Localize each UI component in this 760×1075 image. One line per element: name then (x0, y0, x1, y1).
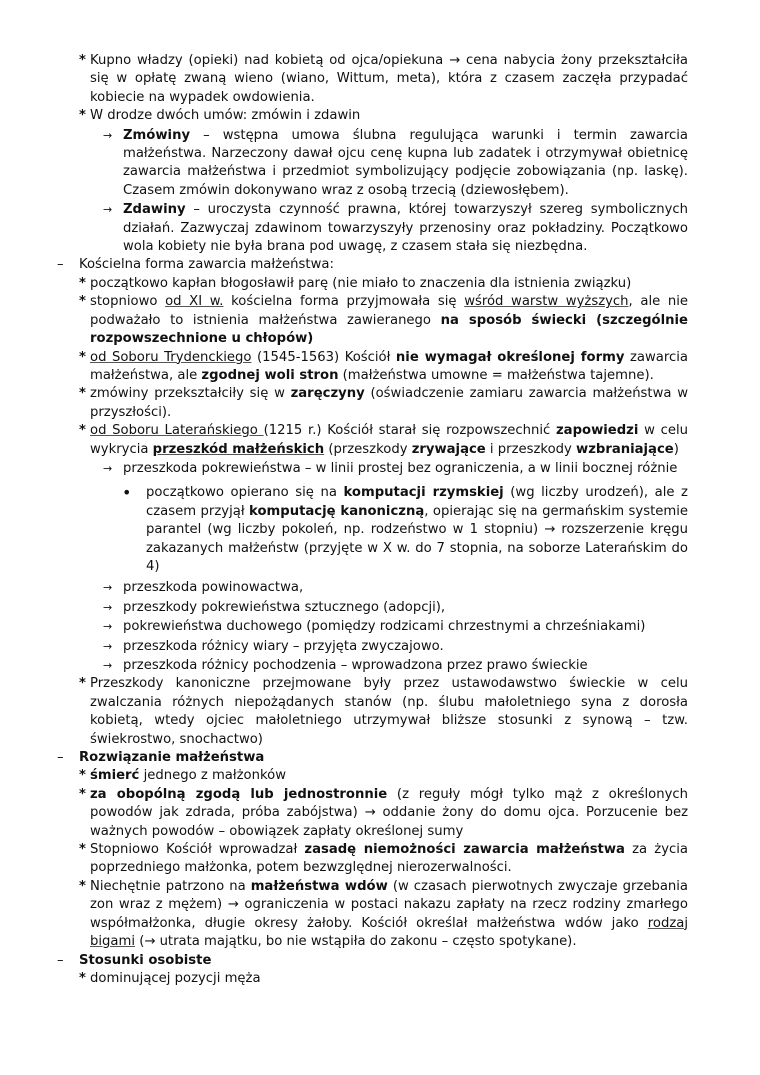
list-item (103, 127, 688, 201)
text: Kościelna forma zawarcia małżeństwa: (79, 257, 334, 273)
text: za życia poprzedniego małżonka, potem bezwzględnej nierozerwalności. (90, 842, 688, 876)
text: (→ utrata majątku, bo nie wstąpiła do zakonu – często spotykane). (135, 934, 577, 950)
text: ) (673, 441, 679, 457)
text: przeszkoda pokrewieństwa – w linii prostej bez ograniczenia, a w linii bocznej różnie (123, 460, 678, 476)
text: Stopniowo Kościół wprowadzał (90, 842, 305, 858)
list-item (79, 107, 688, 125)
bold-text: zapowiedzi (556, 423, 639, 439)
bold-text: komputacji rzymskiej (343, 485, 504, 501)
text: pokrewieństwa duchowego (pomiędzy rodzicami chrzestnymi a chrześniakami) (123, 619, 646, 635)
text: zmówiny przekształciły się w (90, 386, 291, 402)
dash-bullet-icon: – (57, 952, 64, 968)
list-item (103, 201, 688, 256)
text: początkowo opierano się na (146, 485, 344, 501)
list-item (79, 786, 688, 841)
section-item (57, 256, 688, 274)
bold-text: za obopólną zgodą lub jednostronnie (90, 786, 388, 802)
list-item (79, 52, 688, 107)
dash-bullet-icon: – (57, 257, 64, 273)
text: Przeszkody kanoniczne przejmowane były przez ustawodawstwo świeckie w celu zwalczania różnych niepożądanych stanów (np. ślubu małoletniego syna z dorosła kobietą, wtedy ojciec małoletniego utrzymywał bliższe stosunki z synową – tzw. świekrostwo, snochactwo) (90, 676, 688, 747)
asterisk-bullet-icon: * (79, 842, 86, 858)
list-item (79, 970, 688, 988)
list-item (79, 767, 688, 785)
list-item (79, 275, 688, 293)
asterisk-bullet-icon: * (79, 53, 86, 68)
asterisk-bullet-icon: * (79, 423, 86, 439)
asterisk-bullet-icon: * (79, 275, 86, 291)
bold-text: małżeństwa wdów (250, 878, 388, 894)
text: (oświadczenie zamiaru zawarcia małżeństwa w przyszłości). (90, 386, 688, 420)
arrow-bullet-icon: → (103, 581, 113, 595)
underlined-text: od XI w. (165, 294, 224, 310)
dash-bullet-icon: – (57, 750, 64, 766)
text: przeszkoda różnicy pochodzenia – wprowadzona przez prawo świeckie (123, 658, 588, 673)
text: w celu wykrycia (90, 423, 688, 457)
bold-text: Zmówiny (123, 127, 191, 143)
asterisk-bullet-icon: * (79, 786, 86, 802)
list-item (103, 618, 688, 636)
asterisk-bullet-icon: * (79, 970, 86, 986)
asterisk-bullet-icon: * (79, 676, 86, 692)
arrow-bullet-icon: → (103, 461, 113, 475)
text: stopniowo (90, 294, 166, 310)
text: – uroczysta czynność prawna, której towarzyszył szereg symbolicznych działań. Zazwyczaj zdawinom towarzyszyły przenosiny oraz pokładziny. Początkowo wola kobiety nie była brana pod uwagę, z czasem stała się niezbędna. (123, 202, 688, 255)
text: (1545-1563) Kościół (251, 349, 396, 365)
text: początkowo kapłan błogosławił parę (nie miało to znaczenia dla istnienia związku) (90, 275, 632, 291)
bold-text: przeszkód małżeńskich (152, 441, 325, 457)
text: przeszkody pokrewieństwa sztucznego (adopcji), (123, 599, 446, 615)
text: przeszkoda powinowactwa, (123, 580, 304, 596)
bold-text: na sposób świecki (szczególnie rozpowszechnione u chłopów) (90, 312, 688, 347)
bold-text: zaręczyny (290, 386, 365, 402)
section-item (57, 749, 688, 767)
list-item (103, 638, 688, 656)
underlined-text: rodzaj bigami (90, 915, 688, 950)
text: W drodze dwóch umów: zmówin i zdawin (90, 108, 361, 124)
document-page (0, 52, 760, 988)
bold-text: zgodnej woli stron (201, 367, 339, 383)
asterisk-bullet-icon: * (79, 386, 86, 402)
underlined-text: wśród warstw wyższych (464, 294, 629, 310)
text: jednego z małżonków (139, 768, 286, 784)
text: (1215 r.) Kościół starał się rozpowszechnić (263, 423, 556, 439)
text: (w czasach pierwotnych zwyczaje grzebania zon wraz z mężem) → ograniczenia w postaci nakazu zapłaty na rzecz rodziny zmarłego współmałżonka, długie okresy żałoby. Kościół określał małżeństwa wdów jako (90, 878, 689, 931)
bold-text: wzbraniające (576, 441, 674, 457)
text: zawarcia małżeństwa, ale (90, 349, 688, 383)
bold-text: zrywające (411, 441, 486, 457)
arrow-bullet-icon: → (103, 203, 113, 217)
list-item (103, 579, 688, 597)
text: Niechętnie patrzono na (90, 878, 251, 894)
arrow-bullet-icon: → (103, 659, 113, 672)
text: , opierając się na germańskim systemie parantel (wg liczby pokoleń, np. rodzeństwo w 1 stopniu) → rozszerzenie kręgu zakazanych małżeństw (przyjęte w X w. do 7 stopnia, na soborze Laterańskim do 4) (146, 503, 688, 574)
asterisk-bullet-icon: * (79, 294, 86, 310)
text: (małżeństwa umowne = małżeństwa tajemne). (338, 367, 654, 383)
list-item (79, 293, 688, 348)
text: (wg liczby urodzeń), ale z czasem przyjął (146, 485, 688, 519)
arrow-bullet-icon: → (103, 639, 113, 653)
text: kościelna forma przyjmowała się (223, 294, 465, 310)
list-item (79, 385, 688, 422)
text: i przeszkody (485, 441, 577, 457)
asterisk-bullet-icon: * (79, 768, 86, 784)
underlined-text: od Soboru Trydenckiego (90, 349, 252, 365)
arrow-bullet-icon: → (103, 600, 113, 614)
section-item (57, 952, 688, 970)
list-item (79, 878, 689, 952)
underlined-text: od Soboru Laterańskiego (90, 423, 264, 439)
text: (z reguły mógł tylko mąż z określonych powodów jak zdrada, próba zabójstwa) → oddanie żony do domu ojca. Porzucenie bez ważnych powodów – obowiązek zapłaty określonej sumy (90, 786, 688, 839)
bold-text: Rozwiązanie małżeństwa (79, 750, 265, 766)
text: Kupno władzy (opieki) nad kobietą od ojca/opiekuna → cena nabycia żony przekształciła się w opłatę zwaną wieno (wiano, Wittum, meta), która z czasem zaczęła przypadać kobiecie na wypadek owdowienia. (90, 53, 688, 105)
text: – wstępna umowa ślubna regulująca warunki i termin zawarcia małżeństwa. Narzeczony dawał ojcu cenę kupna lub zadatek i otrzymywał obietnicę zawarcia małżeństwa i przedmiot symbolizujący podjęcie zobowiązania (np. laskę). Czasem zmówin dokonywano wraz z osobą trzecią (dziewosłębem). (123, 127, 688, 198)
dot-bullet-icon: • (122, 483, 132, 503)
list-item (79, 349, 688, 386)
list-item (103, 657, 688, 675)
bold-text: komputację kanoniczną (249, 503, 425, 519)
bold-text: Zdawiny (123, 202, 186, 218)
text: przeszkoda różnicy wiary – przyjęta zwyczajowo. (123, 638, 444, 654)
text: dominującej pozycji męża (90, 970, 261, 986)
list-item (103, 599, 688, 617)
bold-text: zasadę niemożności zawarcia małżeństwa (304, 842, 625, 858)
asterisk-bullet-icon: * (79, 878, 86, 894)
list-item (79, 675, 688, 749)
list-item (103, 460, 688, 478)
list-item (79, 841, 688, 878)
bold-text: śmierć (90, 768, 140, 784)
bold-text: Stosunki osobiste (79, 952, 212, 968)
arrow-bullet-icon: → (103, 620, 113, 634)
asterisk-bullet-icon: * (79, 108, 86, 124)
arrow-bullet-icon: → (103, 128, 113, 142)
text: , ale nie podważało to istnienia małżeństwa zawieranego (90, 294, 688, 328)
list-item (122, 483, 688, 576)
text: (przeszkody (324, 441, 412, 457)
asterisk-bullet-icon: * (79, 349, 86, 365)
bold-text: nie wymagał określonej formy (395, 349, 625, 365)
list-item (79, 422, 688, 459)
